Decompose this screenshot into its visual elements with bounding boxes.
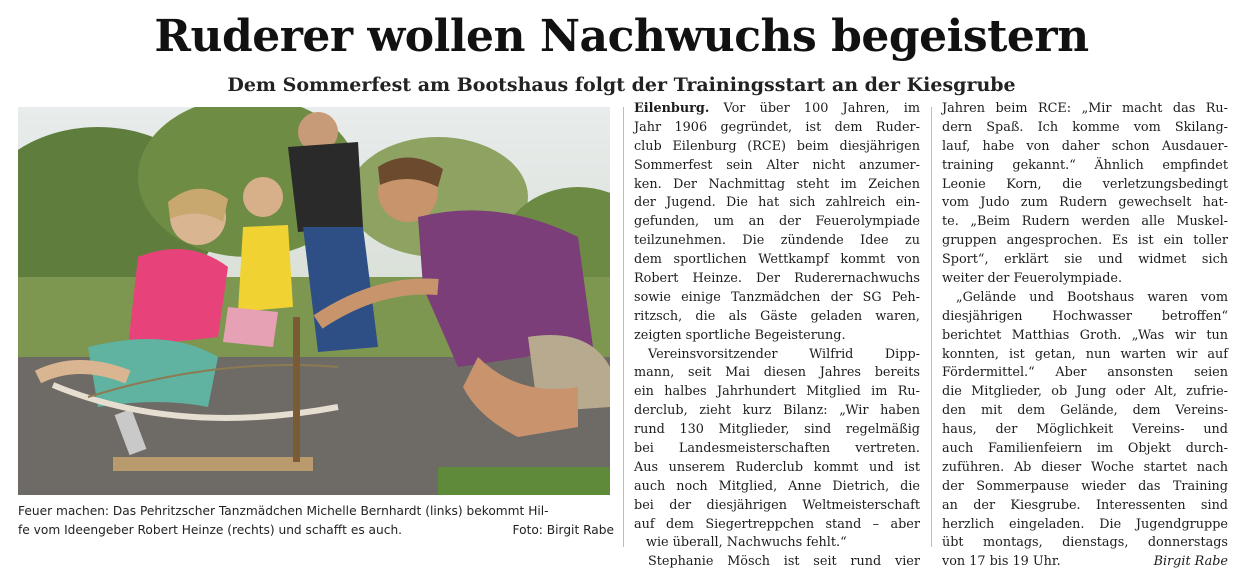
text-line: Jahr 1906 gegründet, ist dem Ruder-	[634, 119, 920, 135]
text-line: diesjährigen Hochwasser betroffen“	[942, 308, 1228, 324]
text-line: vom Judo zum Rudern gewechselt hat-	[942, 195, 1228, 211]
text-line: haus, der Möglichkeit Vereins- und	[942, 422, 1228, 438]
text-line: berichtet Matthias Groth. „Was wir tun	[942, 327, 1228, 343]
text-line: Stephanie Mösch ist seit rund vier	[648, 554, 920, 570]
article-column-2	[942, 100, 1228, 572]
text-line: auch Familienfeiern im Objekt durch-	[942, 441, 1228, 457]
text-line: Sport“, erklärt sie und widmet sich	[942, 252, 1228, 268]
text-line: weiter der Feuerolympiade.	[942, 271, 1123, 287]
text-line: te. „Beim Rudern werden alle Muskel-	[942, 214, 1228, 230]
text-line: an der Kiesgrube. Interessenten sind	[942, 497, 1228, 513]
text-line: club Eilenburg (RCE) beim diesjährigen	[634, 138, 920, 154]
column-divider	[623, 107, 624, 547]
text-line: zuführen. Ab dieser Woche startet nach	[942, 459, 1228, 475]
text-line: lauf, habe von daher schon Ausdauer-	[942, 138, 1228, 154]
text-line: „Gelände und Bootshaus waren vom	[956, 289, 1228, 305]
text-line: sowie einige Tanzmädchen der SG Peh-	[634, 289, 920, 305]
text-line: zeigten sportliche Begeisterung.	[634, 327, 846, 343]
photo-credit: Foto: Birgit Rabe	[512, 523, 614, 537]
text-line: ken. Der Nachmittag steht im Zeichen	[634, 176, 920, 192]
text-line: Leonie Korn, die verletzungsbedingt	[942, 176, 1228, 192]
column-divider	[931, 107, 932, 547]
caption-text: fe vom Ideengeber Robert Heinze (rechts) und schafft es auch.	[18, 523, 403, 537]
text-line: rund 130 Mitglieder, sind regelmäßig	[634, 422, 920, 438]
text-line: training gekannt.“ Ähnlich empfindet	[942, 157, 1228, 173]
author-byline: Birgit Rabe	[1153, 554, 1228, 570]
text-fragment: von 17 bis 19 Uhr.	[942, 554, 1061, 570]
text-line: Robert Heinze. Der Ruderernachwuchs	[634, 271, 920, 287]
text-line: Jahren beim RCE: „Mir macht das Ru-	[942, 101, 1228, 116]
text-line: Sommerfest sein Alter nicht anzumer-	[634, 157, 920, 173]
text-line: Vereinsvorsitzender Wilfrid Dipp-	[648, 346, 920, 362]
article-headline: Ruderer wollen Nachwuchs begeistern	[154, 11, 1089, 62]
article-subheadline: Dem Sommerfest am Bootshaus folgt der Trainingsstart an der Kiesgrube	[227, 74, 1016, 96]
text-line: konnten, ist getan, nun warten wir auf	[942, 346, 1228, 362]
text-line: wie überall, Nachwuchs fehlt.“	[646, 535, 847, 551]
text-line: gruppen angesprochen. Es ist ein toller	[942, 233, 1228, 249]
text-line	[634, 100, 920, 119]
text-line: der Jugend. Die hat sich zahlreich ein-	[634, 195, 920, 211]
text-line: herzlich eingeladen. Die Jugendgruppe	[942, 516, 1228, 532]
text-line: bei der diesjährigen Weltmeisterschaft	[634, 497, 920, 513]
caption-line-1: Feuer machen: Das Pehritzscher Tanzmädchen Michelle Bernhardt (links) bekommt Hil-	[18, 504, 549, 518]
text-line: ein halbes Jahrhundert Mitglied im Ru-	[634, 384, 920, 400]
text-line	[942, 553, 1228, 572]
text-line: der Sommerpause wieder das Training	[942, 478, 1228, 494]
text-line: die Mitglieder, ob Jung oder Alt, zufrie-	[942, 384, 1228, 400]
text-line: dern Spaß. Ich komme vom Skilang-	[942, 119, 1228, 135]
text-line: auch noch Mitglied, Anne Dietrich, die	[634, 478, 920, 494]
caption-line-2	[18, 521, 614, 540]
text-line: teilzunehmen. Die zündende Idee zu	[634, 233, 920, 249]
text-line: Aus unserem Ruderclub kommt und ist	[634, 459, 920, 475]
text-line: den mit dem Gelände, dem Vereins-	[942, 403, 1228, 419]
dateline: Eilenburg.	[634, 101, 710, 116]
article-column-1	[634, 100, 920, 572]
text-line: auf dem Siegertreppchen stand – aber	[634, 516, 920, 532]
article-photo	[18, 107, 610, 495]
photo-caption	[18, 502, 614, 540]
text-fragment: Vor über 100 Jahren, im	[709, 101, 920, 116]
text-line: dem sportlichen Wettkampf kommt von	[634, 252, 920, 268]
text-line: gefunden, um an der Feuerolympiade	[634, 214, 920, 230]
text-line: ritzsch, die als Gäste geladen waren,	[634, 308, 920, 324]
text-line: derclub, zieht kurz Bilanz: „Wir haben	[634, 403, 920, 419]
text-line: übt montags, dienstags, donnerstags	[942, 535, 1228, 551]
text-line: Fördermittel.“ Aber ansonsten seien	[942, 365, 1228, 381]
text-line: mann, seit Mai diesen Jahres bereits	[634, 365, 920, 381]
text-line: bei Landesmeisterschaften vertreten.	[634, 441, 920, 457]
